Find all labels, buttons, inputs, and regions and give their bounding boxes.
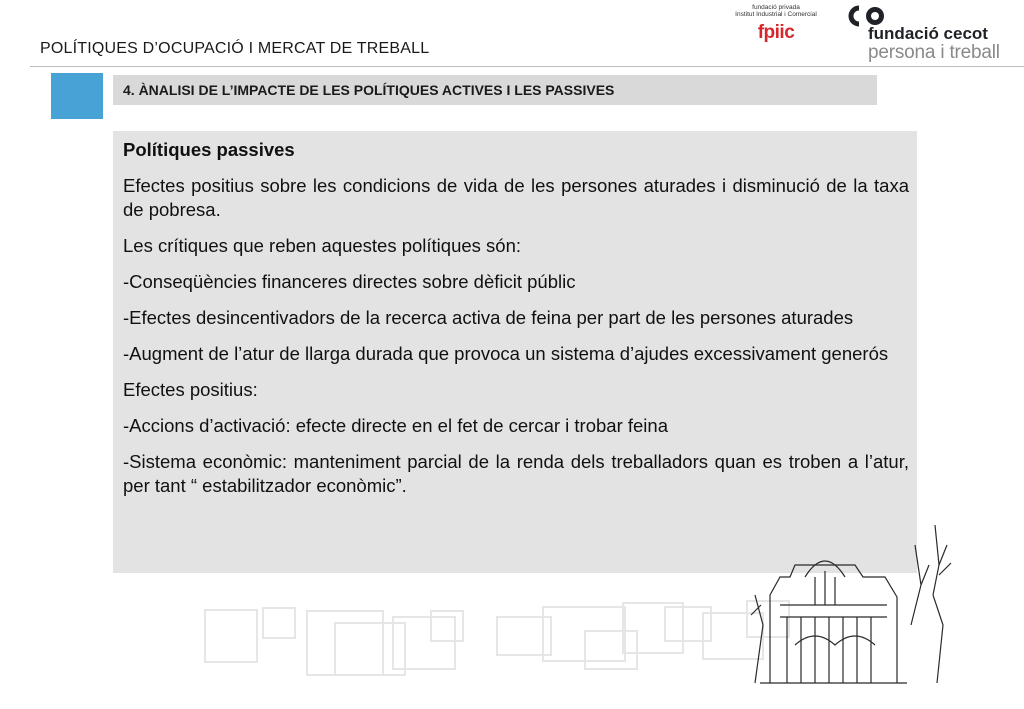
- content-paragraph: -Augment de l’atur de llarga durada que provoca un sistema d’ajudes excessivament generós: [123, 343, 889, 364]
- header-divider: [30, 66, 1024, 67]
- content-paragraph: -Conseqüències financeres directes sobre dèficit públic: [123, 271, 576, 292]
- content-paragraph: -Efectes desincentivadors de la recerca activa de feina per part de les persones aturades: [123, 307, 854, 328]
- fpiic-logo-name: fpiic: [757, 22, 795, 43]
- content-paragraph: -Accions d’activació: efecte directe en el fet de cercar i trobar feina: [123, 415, 668, 436]
- cecot-logo-line1: fundació cecot: [868, 24, 988, 43]
- fpiic-logo-line1: fundació privada: [752, 4, 800, 11]
- decorative-squares-building-illustration: [195, 505, 985, 685]
- accent-square: [51, 73, 103, 119]
- content-paragraph: Efectes positius:: [123, 379, 258, 400]
- content-paragraph: -Sistema econòmic: manteniment parcial de la renda dels treballadors quan es troben a l’atur, per tant “ estabilitzador econòmic”.: [123, 451, 909, 496]
- content-heading: Polítiques passives: [123, 139, 295, 160]
- content-paragraph: Efectes positius sobre les condicions de vida de les persones aturades i disminució de la taxa de pobresa.: [123, 175, 909, 220]
- cecot-logo: [844, 2, 1019, 64]
- content-paragraph: Les crítiques que reben aquestes polítiques són:: [123, 235, 522, 256]
- section-title: 4. ÀNALISI DE L’IMPACTE DE LES POLÍTIQUES ACTIVES I LES PASSIVES: [123, 82, 615, 98]
- section-title-bar: [113, 75, 877, 105]
- page-title: POLÍTIQUES D’OCUPACIÓ I MERCAT DE TREBALL: [40, 40, 430, 57]
- fpiic-logo: [730, 4, 822, 50]
- fpiic-logo-line2: Institut Industrial i Comercial: [735, 11, 817, 18]
- cecot-logo-line2: persona i treball: [868, 42, 1000, 63]
